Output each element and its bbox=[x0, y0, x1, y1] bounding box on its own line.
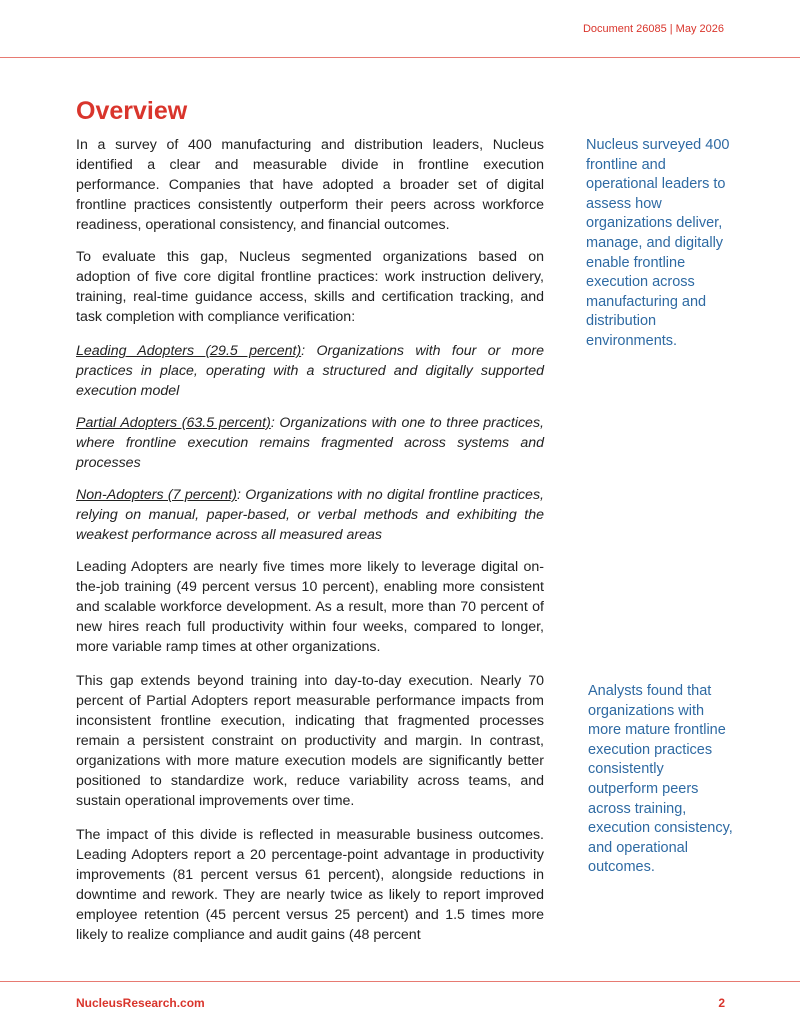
definition-term: Non-Adopters (7 percent) bbox=[76, 487, 237, 503]
footer-divider bbox=[0, 981, 800, 982]
paragraph-outcomes: The impact of this divide is reflected in measurable business outcomes. Leading Adopters report a 20 percentage-point advantage in productivity improvements (81 percent versus 61 percent), alongside reductions in downtime and rework. They are nearly twice as likely to report improved employee retention (45 percent versus 25 percent) and 1.5 times more likely to realize compliance and audit gains (48 percent bbox=[76, 827, 544, 943]
page-number: 2 bbox=[718, 996, 725, 1010]
sidebar-callout-survey: Nucleus surveyed 400 frontline and operational leaders to assess how organizations deliver, manage, and digitally enable frontline execution across manufacturing and distribution environments. bbox=[586, 137, 730, 349]
definition-term: Partial Adopters (63.5 percent) bbox=[76, 415, 271, 431]
main-column bbox=[76, 135, 544, 957]
definition-text: : Organizations with no digital frontline practices, relying on manual, paper-based, or verbal methods and exhibiting the weakest performance across all measured areas bbox=[76, 487, 544, 543]
definition-term: Leading Adopters (29.5 percent) bbox=[76, 343, 302, 359]
definition-partial-adopters bbox=[76, 413, 544, 473]
document-meta: Document 26085 | May 2026 bbox=[582, 23, 724, 35]
paragraph-execution: This gap extends beyond training into day-to-day execution. Nearly 70 percent of Partial Adopters report measurable performance impacts from inconsistent frontline execution, indicating that fragmented processes remain a persistent constraint on productivity and margin. In contrast, organizations with more mature execution models are significantly better positioned to standardize work, reduce variability across teams, and sustain operational improvements over time. bbox=[76, 673, 544, 809]
paragraph-segmentation: To evaluate this gap, Nucleus segmented organizations based on adoption of five core digital frontline practices: work instruction delivery, training, real-time guidance access, skills and certification tracking, and task completion with compliance verification: bbox=[76, 249, 544, 325]
paragraph-training: Leading Adopters are nearly five times more likely to leverage digital on-the-job training (49 percent versus 10 percent), enabling more consistent and scalable workforce development. As a result, more than 70 percent of new hires reach full productivity within four weeks, compared to longer, more variable ramp times at other organizations. bbox=[76, 559, 544, 655]
definition-non-adopters bbox=[76, 485, 544, 545]
paragraph-intro: In a survey of 400 manufacturing and distribution leaders, Nucleus identified a clear and measurable divide in frontline execution performance. Companies that have adopted a broader set of digital frontline practices consistently outperform their peers across workforce readiness, operational consistency, and financial outcomes. bbox=[76, 137, 544, 233]
page-title: Overview bbox=[76, 97, 188, 125]
sidebar-callout-findings: Analysts found that organizations with more mature frontline execution practices consistently outperform peers across training, execution consistency, and operational outcomes. bbox=[588, 683, 733, 876]
definition-leading-adopters bbox=[76, 341, 544, 401]
definition-text: : Organizations with four or more practices in place, operating with a structured and digitally supported execution model bbox=[76, 343, 544, 399]
definition-text: : Organizations with one to three practices, where frontline execution remains fragmented across systems and processes bbox=[76, 415, 544, 471]
header-divider bbox=[0, 57, 800, 58]
footer-website-link[interactable]: NucleusResearch.com bbox=[76, 996, 205, 1010]
